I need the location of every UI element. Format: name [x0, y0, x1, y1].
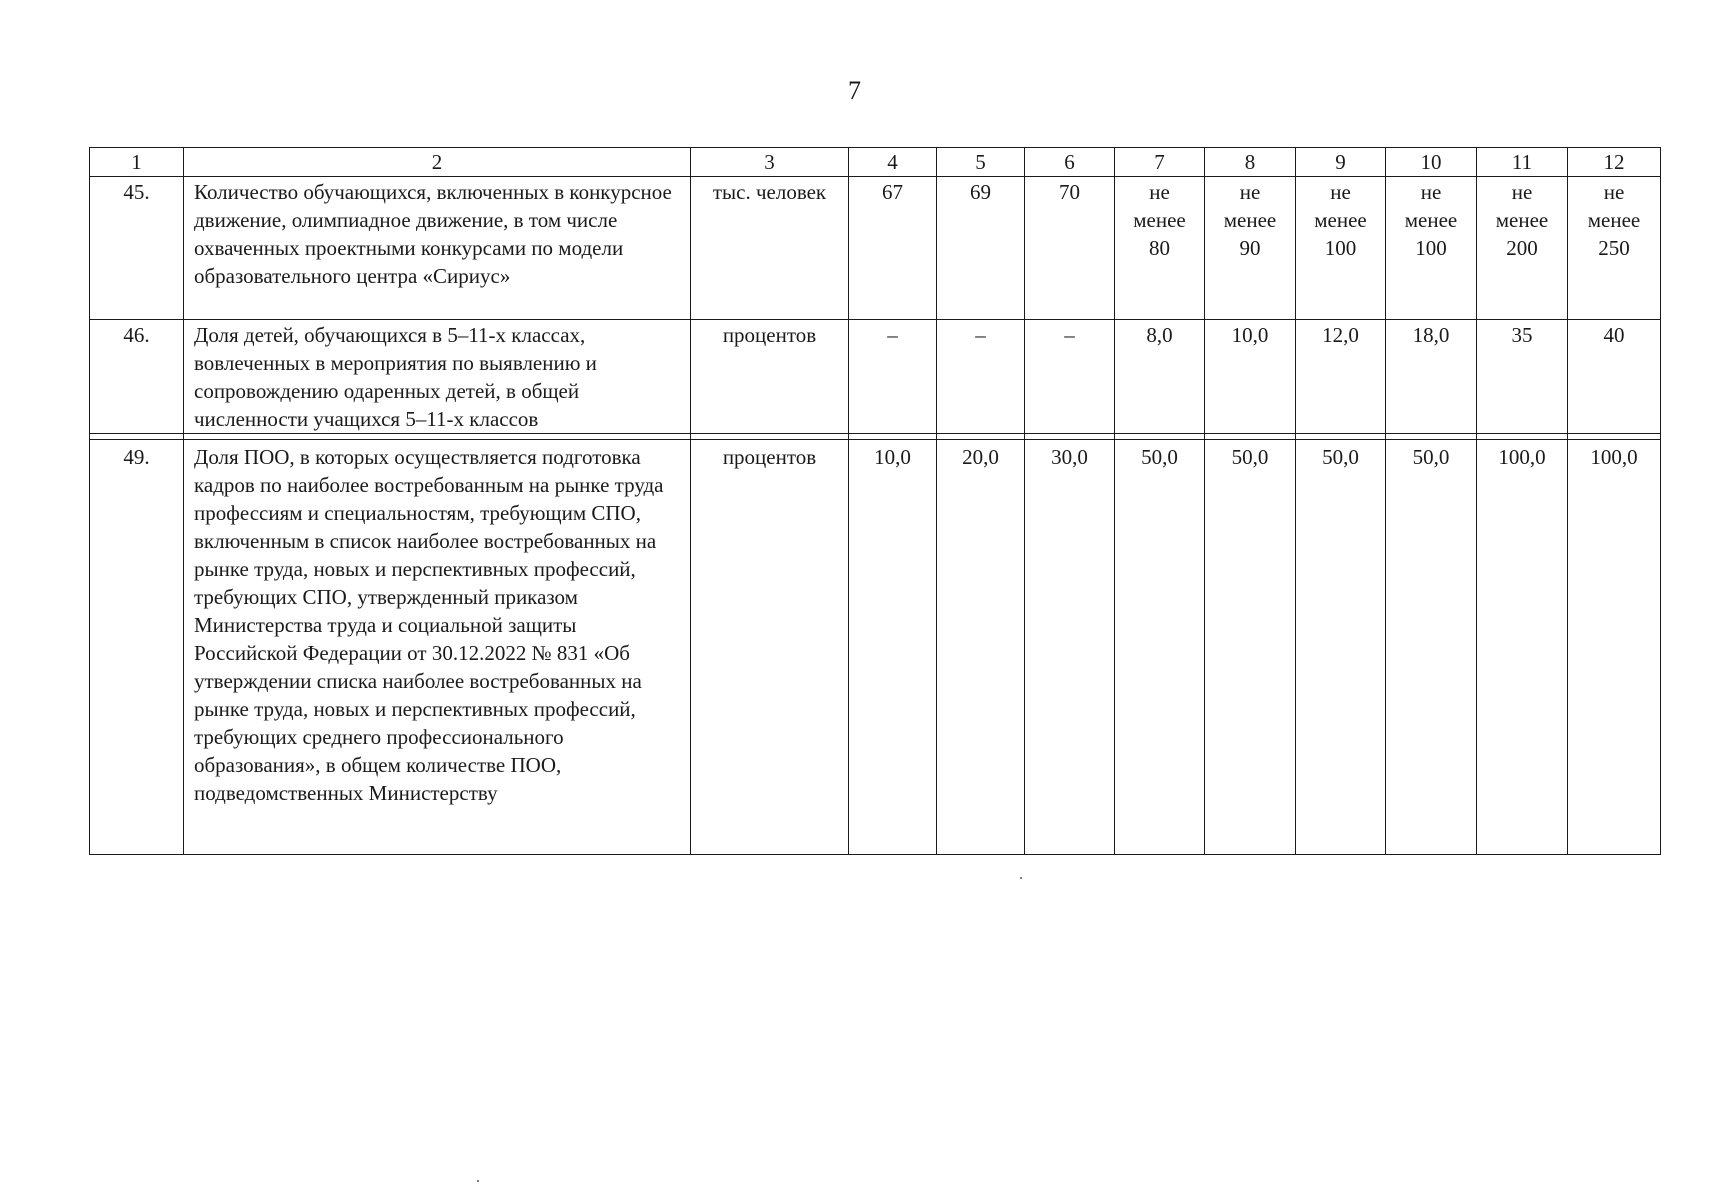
value-cell: 20,0	[937, 440, 1025, 855]
header-row	[90, 148, 1661, 177]
header-cell: 3	[691, 148, 849, 177]
row-number: 49.	[90, 440, 184, 855]
indicators-table	[89, 147, 1661, 855]
value-cell: 40	[1568, 320, 1661, 434]
value-cell	[1477, 177, 1568, 320]
value-cell: 12,0	[1296, 320, 1386, 434]
value-line: 90	[1239, 236, 1261, 260]
value-cell: –	[1025, 320, 1115, 434]
header-cell: 9	[1296, 148, 1386, 177]
value-line: не	[1149, 180, 1170, 204]
value-cell	[1205, 177, 1296, 320]
header-cell: 2	[184, 148, 691, 177]
header-cell: 1	[90, 148, 184, 177]
unit-cell: тыс. человек	[691, 177, 849, 320]
unit-cell: процентов	[691, 440, 849, 855]
value-line: менее	[1314, 208, 1367, 232]
value-line: 250	[1598, 236, 1630, 260]
value-line: не	[1603, 180, 1625, 204]
scan-speck	[477, 1180, 479, 1182]
value-cell: 50,0	[1205, 440, 1296, 855]
header-cell: 5	[937, 148, 1025, 177]
header-cell: 8	[1205, 148, 1296, 177]
value-line: менее	[1587, 208, 1641, 232]
value-line: менее	[1133, 208, 1186, 232]
value-cell: 10,0	[1205, 320, 1296, 434]
header-cell: 4	[849, 148, 937, 177]
value-cell: 50,0	[1115, 440, 1205, 855]
value-cell	[1115, 177, 1205, 320]
value-line: 100	[1415, 236, 1447, 260]
header-cell: 10	[1386, 148, 1477, 177]
value-cell: 100,0	[1568, 440, 1661, 855]
header-cell: 11	[1477, 148, 1568, 177]
value-line: менее	[1404, 208, 1458, 232]
value-cell: 50,0	[1296, 440, 1386, 855]
row-number: 45.	[90, 177, 184, 320]
value-cell: –	[849, 320, 937, 434]
value-cell: 35	[1477, 320, 1568, 434]
value-line: 200	[1506, 236, 1538, 260]
value-line: не	[1420, 180, 1442, 204]
value-cell: 8,0	[1115, 320, 1205, 434]
row-number: 46.	[90, 320, 184, 434]
value-cell: 50,0	[1386, 440, 1477, 855]
value-cell: 30,0	[1025, 440, 1115, 855]
value-cell: 67	[849, 177, 937, 320]
value-cell: –	[937, 320, 1025, 434]
indicator-description: Количество обучающихся, включенных в конкурсное движение, олимпиадное движение, в том числе охваченных проектными конкурсами по модели образовательного центра «Сириус»	[184, 177, 691, 320]
indicator-description: Доля детей, обучающихся в 5–11-х классах, вовлеченных в мероприятия по выявлению и сопровождению одаренных детей, в общей численности учащихся 5–11-х классов	[184, 320, 691, 434]
header-cell: 7	[1115, 148, 1205, 177]
indicator-description: Доля ПОО, в которых осуществляется подготовка кадров по наиболее востребованным на рынке труда профессиям и специальностям, требующим СПО, включенным в список наиболее востребованных на рынке труда, новых и перспективных профессий, требующих СПО, утвержденный приказом Министерства труда и социальной защиты Российской Федерации от 30.12.2022 № 831 «Об утверждении списка наиболее востребованных на рынке труда, новых и перспективных профессий, требующих среднего профессионального образования», в общем количестве ПОО, подведомственных Министерству	[184, 440, 691, 855]
header-cell: 6	[1025, 148, 1115, 177]
unit-cell: процентов	[691, 320, 849, 434]
value-cell: 69	[937, 177, 1025, 320]
value-cell	[1386, 177, 1477, 320]
table-row	[90, 320, 1661, 434]
page-number: 7	[848, 76, 861, 105]
table-row	[90, 177, 1661, 320]
value-line: не	[1239, 180, 1261, 204]
header-cell: 12	[1568, 148, 1661, 177]
value-cell	[1568, 177, 1661, 320]
table-row	[90, 440, 1661, 855]
value-cell: 70	[1025, 177, 1115, 320]
value-cell: 10,0	[849, 440, 937, 855]
value-line: не	[1330, 180, 1351, 204]
value-line: не	[1511, 180, 1533, 204]
value-line: 100	[1324, 236, 1357, 260]
value-cell: 100,0	[1477, 440, 1568, 855]
value-line: менее	[1223, 208, 1277, 232]
value-line: 80	[1149, 236, 1170, 260]
value-line: менее	[1495, 208, 1549, 232]
value-cell	[1296, 177, 1386, 320]
scan-speck	[1020, 877, 1022, 879]
value-cell: 18,0	[1386, 320, 1477, 434]
